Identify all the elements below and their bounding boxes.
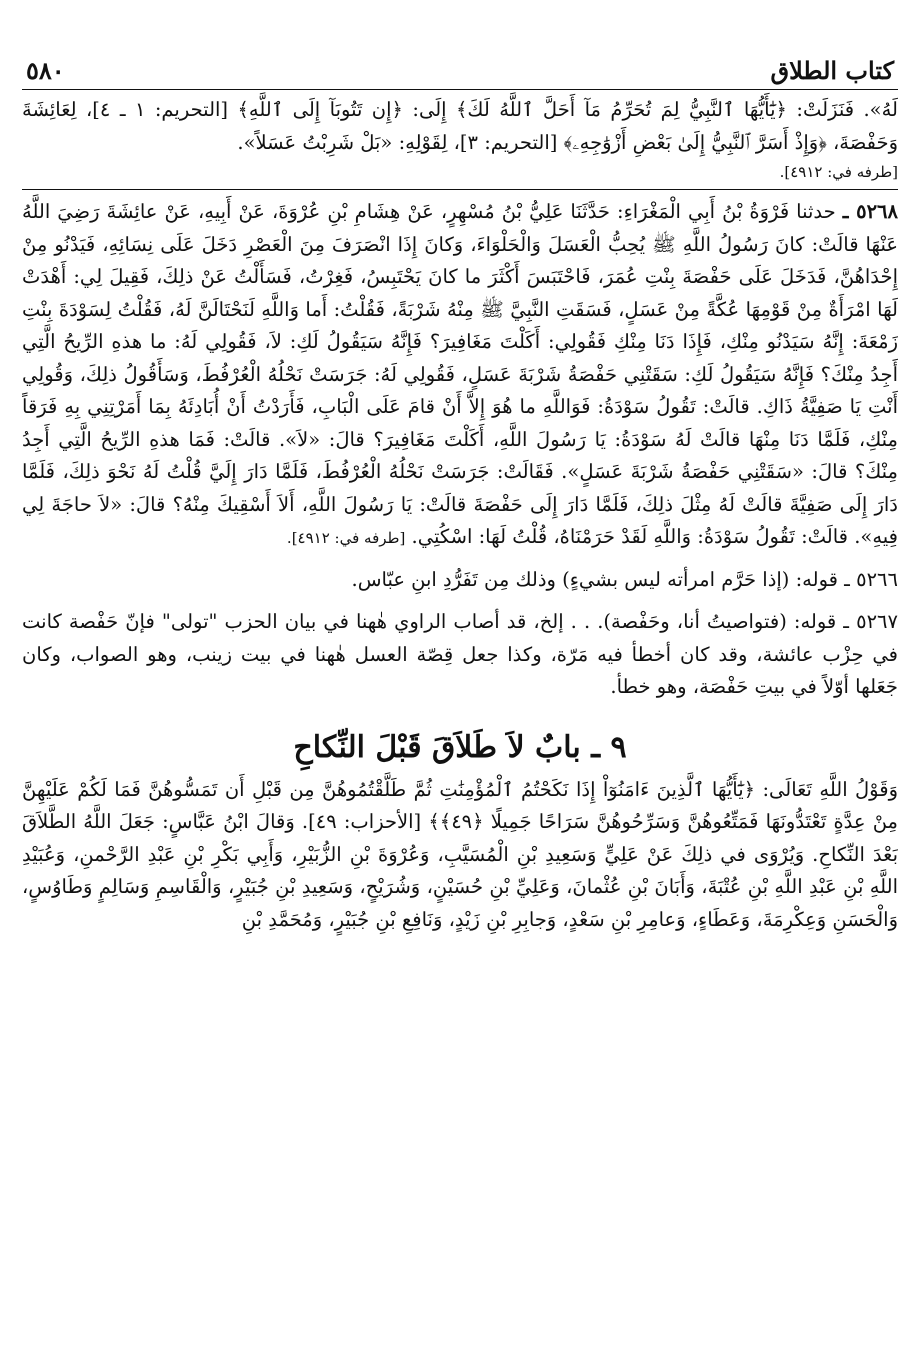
page-header — [22, 50, 898, 90]
commentary-5267: ٥٢٦٧ ـ قوله: (فتواصيتُ أنا، وحَفْصة). . . إلخ، قد أصاب الراوي هٰهنا في بيان الحزب "تولى" فإنّ حَفْصة كانت في حِزْب عائشة، وقد كان أخطأ فيه مَرّة، وكذا جعل قِصّة العسل هٰهنا في بيت زينب، وهو الصواب، وكان جَعَلها أوّلاً في بيتِ حَفْصَة، وهو خطأ. — [22, 610, 898, 698]
book-title: كتاب الطلاق — [770, 56, 894, 85]
chapter-text: وَقَوْلُ اللَّهِ تَعَالَى: ﴿يَٰٓأَيُّهَا ٱلَّذِينَ ءَامَنُوٓاْ إِذَا نَكَحْتُمُ ٱلْمُؤْمِنَٰتِ ثُمَّ طَلَّقْتُمُوهُنَّ مِن قَبْلِ أَن تَمَسُّوهُنَّ فَمَا لَكُمْ عَلَيْهِنَّ مِنْ عِدَّةٍ تَعْتَدُّونَهَا فَمَتِّعُوهُنَّ وَسَرِّحُوهُنَّ سَرَاحًا جَمِيلًا ﴿٤٩﴾﴾ [الأحزاب: ٤٩]. وَقالَ ابْنُ عَبَّاسٍ: جَعَلَ اللَّهُ الطَّلاَقَ بَعْدَ النِّكاحِ. وَيُرْوَى في ذلِكَ عَنْ عَلِيٍّ وَسَعِيدِ بْنِ الْمُسَيَّبِ، وَعُرْوَةَ بْنِ الزُّبَيْرِ، وَأَبِي بَكْرِ بْنِ عَبْدِ الرَّحْمنِ، وَعُبَيْدِ اللَّهِ بْنِ عَبْدِ اللَّهِ بْنِ عُتْبَةَ، وَأَبَانَ بْنِ عُثْمانَ، وَعَلِيِّ بْنِ حُسَيْنٍ، وَشُرَيْحٍ، وَسَعِيدِ بْنِ جُبَيْرٍ، وَالْقَاسِمِ وَسَالِمٍ وَطَاوُسٍ، وَالْحَسَنِ وَعِكْرِمَةَ، وَعَطَاءٍ، وَعامِرِ بْنِ سَعْدٍ، وَجابِرِ بْنِ زَيْدٍ، وَنَافِعِ بْنِ جُبَيْرٍ، وَمُحَمَّدِ بْنِ — [22, 777, 898, 931]
commentary-5266: ٥٢٦٦ ـ قوله: (إذا حَرَّم امرأته ليس بشيءٍ) وذلك مِن تَفَرُّدِ ابنِ عبّاس. — [351, 567, 898, 591]
hadith-number: ٥٢٦٨ ـ — [842, 200, 898, 223]
hadith-5268 — [22, 196, 898, 554]
hadith-text: حدثنا فَرْوَةُ بْنُ أَبِي الْمَغْرَاءِ: حَدَّثَنَا عَلِيُّ بْنُ مُسْهِرٍ، عَنْ هِشَامِ بْنِ عُرْوَةَ، عَنْ أَبِيهِ، عَنْ عائِشَةَ رَضِيَ اللَّهُ عَنْهَا قالَتْ: كانَ رَسُولُ اللَّهِ ﷺ يُحِبُّ الْعَسَلَ وَالْحَلْوَاءَ، وَكانَ إِذَا انْصَرَفَ مِنَ الْعَصْرِ دَخَلَ عَلَى نِسَائِهِ، فَيَدْنُو مِنْ إِحْدَاهُنَّ، فَدَخَلَ عَلَى حَفْصَةَ بِنْتِ عُمَرَ، فَاحْتَبَسَ أَكْثَرَ ما كانَ يَحْتَبِسُ، فَغِرْتُ، فَسَأَلْتُ عَنْ ذلِكَ، فَقِيلَ لِي: أَهْدَتْ لَهَا امْرَأَةٌ مِنْ قَوْمِهَا عُكَّةً مِنْ عَسَلٍ، فَسَقَتِ النَّبِيَّ ﷺ مِنْهُ شَرْبَةً، فَقُلْتُ: أَما وَاللَّهِ لَنَحْتَالَنَّ لَهُ، فَقُلْتُ لِسَوْدَةَ بِنْتِ زَمْعَةَ: إِنَّهُ سَيَدْنُو مِنْكِ، فَإِذَا دَنَا مِنْكِ فَقُولِي: أَكَلْتَ مَغَافِيرَ؟ فَإِنَّهُ سَيَقُولُ لَكِ: لاَ، فَقُولِي لَهُ: ما هذهِ الرِّيحُ الَّتِي أَجِدُ مِنْكَ؟ فَإِنَّهُ سَيَقُولُ لَكِ: سَقَتْنِي حَفْصَةُ شَرْبَةَ عَسَلٍ، فَقُولِي لَهُ: جَرَسَتْ نَحْلُهُ الْعُرْفُطَ، وَسَأَقُولُ ذلِكَ، وَقُولِي أَنْتِ يَا صَفِيَّةُ ذَاكِ. قالَتْ: تَقُولُ سَوْدَةُ: فَوَاللَّهِ ما هُوَ إِلاَّ أَنْ قامَ عَلَى الْبَابِ، فَأَرَدْتُ أَنْ أُبَادِئَهُ بِمَا أَمَرْتِنِي بِهِ فَرَقاً مِنْكِ، فَلَمَّا دَنَا مِنْهَا قالَتْ لَهُ سَوْدَةُ: يَا رَسُولَ اللَّهِ، أَكَلْتَ مَغَافِيرَ؟ قالَ: «لاَ». قالَتْ: فَمَا هذهِ الرِّيحُ الَّتِي أَجِدُ مِنْكَ؟ قالَ: «سَقَتْنِي حَفْصَةُ شَرْبَةَ عَسَلٍ». فَقَالَتْ: جَرَسَتْ نَحْلُهُ الْعُرْفُطَ، فَلَمَّا دَارَ إِلَيَّ قُلْتُ لَهُ نَحْوَ ذلِكَ، فَلَمَّا دَارَ إِلَى صَفِيَّةَ قالَتْ لَهُ مِثْلَ ذلِكَ، فَلَمَّا دَارَ إِلَى حَفْصَةَ قالَتْ: يَا رَسُولَ اللَّهِ، أَلاَ أَسْقِيكَ مِنْهُ؟ قالَ: «لاَ حاجَةَ لِي فِيهِ». قالَتْ: تَقُولُ سَوْدَةُ: وَاللَّهِ لَقَدْ حَرَمْنَاهُ، قُلْتُ لَهَا: اسْكُتِي. — [22, 200, 898, 548]
cross-reference: [طرفه في: ٤٩١٢]. — [779, 163, 898, 181]
chapter-heading: ٩ ـ بابٌ لاَ طَلاَقَ قَبْلَ النِّكاحِ — [293, 729, 627, 765]
section-divider — [22, 189, 898, 190]
page-number: ٥٨٠ — [26, 56, 65, 85]
book-page — [22, 50, 898, 1340]
hadith-reference: [طرفه في: ٤٩١٢]. — [286, 529, 406, 547]
continuation-paragraph: لَهُ». فَنَزَلَتْ: ﴿يَٰٓأَيُّهَا ٱلنَّبِيُّ لِمَ تُحَرِّمُ مَآ أَحَلَّ ٱللَّهُ لَكَ﴾ إِلَى: ﴿إِن تَتُوبَآ إِلَى ٱللَّهِ﴾ [التحريم: ١ ـ ٤]، لِعَائِشَةَ وَحَفْصَةَ، ﴿وَإِذْ أَسَرَّ ٱلنَّبِيُّ إِلَىٰ بَعْضِ أَزْوَٰجِهِۦ﴾ [التحريم: ٣]، لِقَوْلِهِ: «بَلْ شَرِبْتُ عَسَلاً». — [22, 98, 898, 154]
